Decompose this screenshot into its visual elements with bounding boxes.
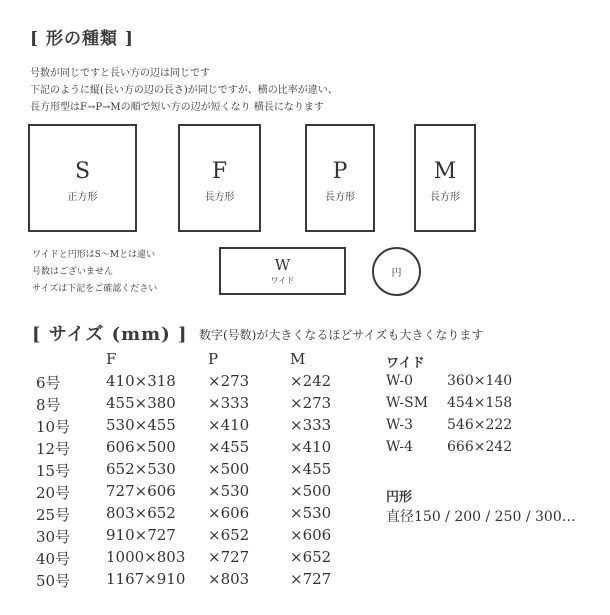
shape-circle [372, 247, 421, 296]
wide-size-value: 666×242 [447, 439, 513, 455]
row-p-value: ×727 [208, 548, 250, 566]
wide-size-code: W-3 [386, 417, 414, 433]
row-p-value: ×606 [208, 504, 250, 522]
row-p-value: ×410 [208, 416, 250, 434]
shape-rect-f [178, 124, 261, 232]
intro-line-1: 号数が同じですと長い方の辺は同じです [30, 68, 210, 79]
row-p-value: ×273 [208, 372, 250, 390]
note-line-2: 号数はございません [32, 267, 114, 277]
wide-size-value: 546×222 [447, 417, 513, 433]
intro-line-3: 長方形型はF→P→Mの順で短い方の辺が短くなり 横長になります [30, 102, 324, 113]
shape-square-s [28, 124, 137, 232]
shape-letter: S [74, 159, 91, 184]
shape-rect-m [414, 124, 476, 232]
note-line-3: サイズは下記をご確認ください [32, 284, 158, 294]
row-p-value: ×333 [208, 394, 250, 412]
row-size-label: 10号 [36, 418, 71, 436]
sizes-note: 数字(号数)が大きくなるほどサイズも大きくなります [199, 328, 484, 342]
col-header-p: P [208, 350, 219, 368]
shape-label: 正方形 [67, 192, 98, 203]
row-m-value: ×500 [290, 482, 332, 500]
shape-letter: P [332, 159, 348, 184]
circle-sizes: 直径150 / 200 / 250 / 300… [386, 509, 576, 525]
row-p-value: ×652 [208, 526, 250, 544]
row-f-value: 410×318 [106, 372, 176, 390]
col-header-f: F [106, 350, 117, 368]
wide-size-value: 360×140 [447, 373, 513, 389]
row-size-label: 15号 [36, 462, 71, 480]
row-size-label: 8号 [36, 396, 61, 414]
row-f-value: 606×500 [106, 438, 176, 456]
wide-title: ワイド [386, 356, 425, 371]
row-f-value: 803×652 [106, 504, 176, 522]
row-size-label: 6号 [36, 374, 61, 392]
wide-size-code: W-0 [386, 373, 414, 389]
shape-label: 長方形 [325, 192, 355, 203]
row-f-value: 910×727 [106, 526, 176, 544]
row-m-value: ×242 [290, 372, 332, 390]
row-m-value: ×410 [290, 438, 332, 456]
shape-rect-p [305, 124, 375, 232]
shape-label: 長方形 [204, 192, 235, 203]
row-size-label: 50号 [36, 572, 71, 590]
row-m-value: ×727 [290, 570, 332, 588]
wide-size-code: W-SM [386, 395, 429, 411]
shape-label: 円 [391, 268, 402, 279]
row-m-value: ×530 [290, 504, 332, 522]
shape-letter: F [211, 159, 228, 184]
row-f-value: 727×606 [106, 482, 176, 500]
row-f-value: 1000×803 [106, 548, 186, 566]
row-m-value: ×652 [290, 548, 332, 566]
shape-wide-w [219, 247, 346, 295]
row-m-value: ×606 [290, 526, 332, 544]
row-size-label: 25号 [36, 506, 71, 524]
row-size-label: 20号 [36, 484, 71, 502]
row-f-value: 530×455 [106, 416, 176, 434]
col-header-m: M [290, 350, 306, 368]
row-m-value: ×273 [290, 394, 332, 412]
wide-size-code: W-4 [386, 439, 414, 455]
row-p-value: ×530 [208, 482, 250, 500]
row-f-value: 1167×910 [106, 570, 186, 588]
row-m-value: ×333 [290, 416, 332, 434]
row-f-value: 455×380 [106, 394, 176, 412]
row-p-value: ×803 [208, 570, 250, 588]
row-size-label: 12号 [36, 440, 71, 458]
circle-title: 円形 [386, 490, 413, 505]
note-line-1: ワイドと円形はS～Mとは違い [32, 250, 156, 260]
row-p-value: ×455 [208, 438, 250, 456]
row-size-label: 40号 [36, 550, 71, 568]
shapes-title: [ 形の種類 ] [30, 29, 134, 49]
intro-line-2: 下記のように縦(長い方の辺の長さ)が同じですが、横の比率が違い、 [30, 85, 338, 96]
row-p-value: ×500 [208, 460, 250, 478]
shape-label: 長方形 [430, 192, 460, 203]
row-m-value: ×455 [290, 460, 332, 478]
wide-size-value: 454×158 [447, 395, 513, 411]
row-size-label: 30号 [36, 528, 71, 546]
shape-letter: M [433, 159, 457, 184]
shape-label: ワイド [270, 276, 295, 285]
shape-letter: W [274, 256, 291, 274]
sizes-title: [ サイズ (mm) ] [32, 324, 188, 345]
row-f-value: 652×530 [106, 460, 176, 478]
